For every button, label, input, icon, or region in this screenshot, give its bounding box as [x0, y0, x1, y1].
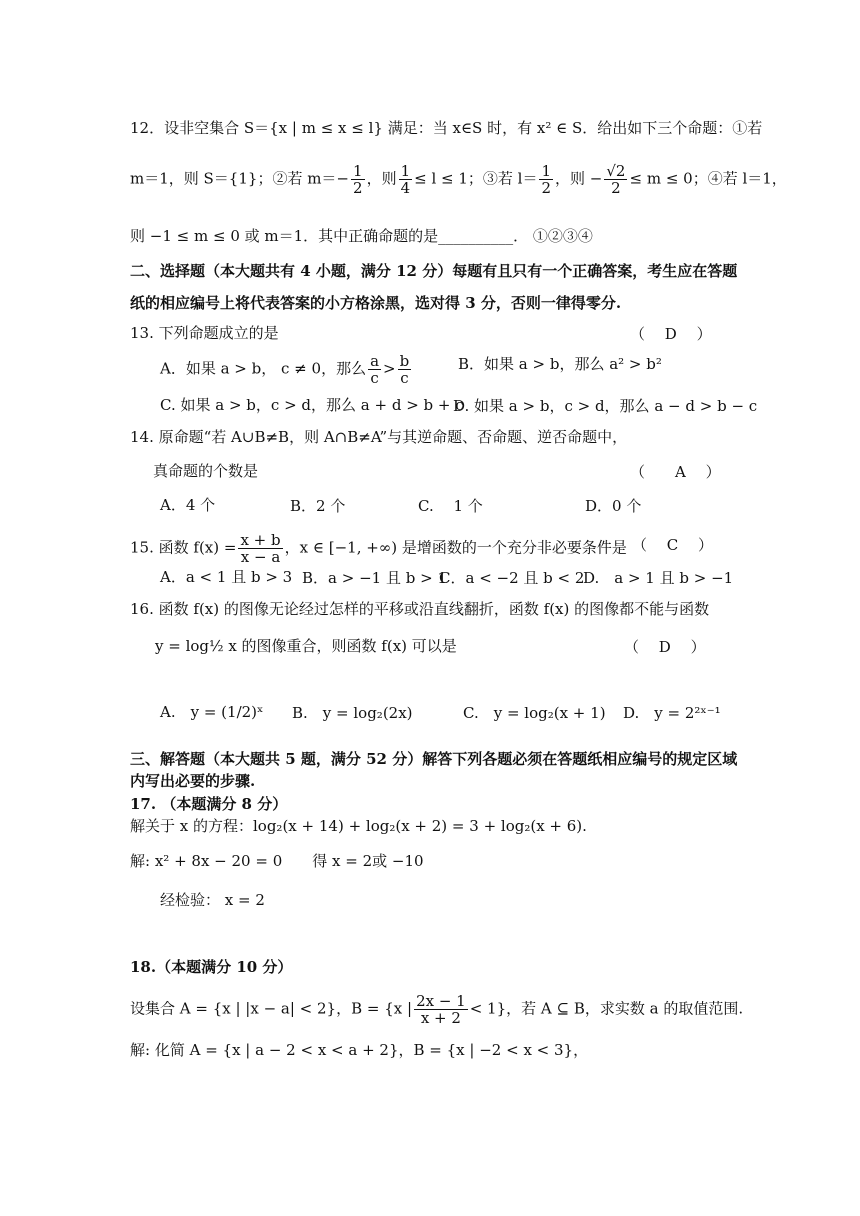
numerator: x + b: [240, 531, 281, 549]
q13-options-ab: [160, 353, 413, 386]
numerator: 1: [400, 162, 411, 180]
q12-text-e: ≤ m ≤ 0；④若 l＝1，: [629, 169, 787, 188]
q15-answer: （ C ）: [632, 536, 714, 554]
q14-option-b: B．2 个: [290, 497, 346, 515]
numerator: √2: [606, 162, 626, 180]
q14-stem: 14. 原命题“若 A∪B≠B，则 A∩B≠A”与其逆命题、否命题、逆否命题中，: [130, 428, 628, 446]
q18-title: 18.（本题满分 10 分）: [130, 958, 293, 976]
denominator: 2: [541, 179, 552, 197]
section3-heading-cont: 内写出必要的步骤.: [130, 772, 256, 790]
q12-text-d: ，则 −: [555, 169, 603, 188]
numerator: a: [370, 352, 380, 370]
q13-option-d: D. 如果 a > b，c > d，那么 a − d > b − c: [453, 397, 758, 415]
fraction: [604, 163, 627, 196]
q12-text: 12．设非空集合 S＝{x | m ≤ x ≤ l} 满足：当 x∈S 时，有 x² ∈ S．给出如下三个命题：①若: [130, 119, 763, 137]
q16-answer: （ D ）: [624, 638, 706, 656]
q17-solution-1: 解: x² + 8x − 20 = 0 得 x = 2或 −10: [130, 852, 424, 870]
q12-text-b: ，则: [366, 169, 397, 188]
denominator: c: [400, 369, 409, 387]
q14-option-a: A．4 个: [160, 496, 216, 514]
q16-stem: 16. 函数 f(x) 的图像无论经过怎样的平移或沿直线翻折，函数 f(x) 的图像都不能与函数: [130, 600, 710, 618]
q12-line2: [130, 163, 787, 196]
fraction: [238, 532, 282, 565]
q13-text: 13. 下列命题成立的是: [130, 324, 279, 342]
q15-option-b: B．a > −1 且 b > 1: [302, 569, 447, 587]
denominator: 2: [353, 179, 363, 197]
q12-text: 则 −1 ≤ m ≤ 0 或 m＝1．其中正确命题的是__________． ①②③④: [130, 227, 593, 245]
q18-stem: [130, 993, 743, 1026]
denominator: c: [370, 369, 379, 387]
q16-stem-cont: y = log½ x 的图像重合，则函数 f(x) 可以是: [155, 637, 457, 655]
q12-text-c: ≤ l ≤ 1；③若 l＝: [414, 169, 538, 188]
denominator: x + 2: [420, 1009, 461, 1027]
q17-stem: 解关于 x 的方程：log₂(x + 14) + log₂(x + 2) = 3 + log₂(x + 6).: [130, 817, 587, 835]
q18-text: < 1}，若 A ⊆ B，求实数 a 的取值范围.: [469, 999, 744, 1018]
q15-option-c: C．a < −2 且 b < 2: [439, 569, 585, 587]
fraction: [414, 993, 468, 1026]
q15-text: ，x ∈ [−1, +∞) 是增函数的一个充分非必要条件是: [284, 538, 627, 557]
section2-text: 二、选择题（本大题共有 4 小题，满分 12 分）每题有且只有一个正确答案，考生应在答题: [130, 262, 738, 280]
q12-text-a: m＝1，则 S＝{1}；②若 m＝−: [130, 169, 350, 188]
numerator: 2x − 1: [416, 992, 466, 1010]
q13-option-a: A．如果 a > b， c ≠ 0，那么: [160, 359, 367, 378]
q15-option-d: D. a > 1 且 b > −1: [583, 569, 734, 587]
section3-heading: 三、解答题（本大题共 5 题，满分 52 分）解答下列各题必须在答题纸相应编号的规定区域: [130, 750, 738, 768]
q16-option-d: D. y = 2²ˣ⁻¹: [623, 704, 721, 722]
section2-text: 纸的相应编号上将代表答案的小方格涂黑，选对得 3 分，否则一律得零分.: [130, 294, 622, 312]
q15-text: 15. 函数 f(x) =: [130, 538, 237, 557]
fraction: [368, 353, 381, 386]
q14-stem-cont: 真命题的个数是: [153, 462, 259, 480]
q16-option-c: C. y = log₂(x + 1): [463, 704, 606, 722]
denominator: x − a: [240, 548, 281, 566]
q14-option-c: C. 1 个: [418, 497, 483, 515]
q15-stem: [130, 532, 627, 565]
q16-option-b: B. y = log₂(2x): [292, 704, 413, 722]
q15-option-a: A．a < 1 且 b > 3: [160, 568, 293, 586]
q18-text: 设集合 A = {x | |x − a| < 2}，B = {x |: [130, 999, 413, 1018]
q13-stem: [130, 323, 279, 343]
fraction: [398, 353, 412, 386]
denominator: 2: [611, 179, 621, 197]
q12-line1: [130, 118, 762, 138]
q16-option-a: A. y = (1/2)ˣ: [160, 703, 264, 721]
q13-option-c: C. 如果 a > b，c > d，那么 a + d > b + c: [160, 396, 464, 414]
q18-solution: 解: 化简 A = {x | a − 2 < x < a + 2}，B = {x | −2 < x < 3}，: [130, 1041, 589, 1059]
numerator: 1: [541, 162, 552, 180]
q17-title: 17. （本题满分 8 分）: [130, 795, 288, 813]
q14-answer: （ A ）: [630, 463, 721, 481]
q17-solution-2: 经检验： x = 2: [160, 891, 265, 909]
gt-sign: >: [383, 359, 396, 378]
section2-heading: [130, 261, 737, 281]
q13-option-b: B．如果 a > b，那么 a² > b²: [458, 355, 662, 373]
numerator: 1: [353, 162, 363, 180]
numerator: b: [399, 352, 410, 370]
q13-answer: （ D ）: [630, 325, 712, 343]
q14-option-d: D．0 个: [585, 497, 642, 515]
q12-line3: [130, 226, 593, 246]
fraction: [351, 163, 365, 196]
fraction: [539, 163, 553, 196]
section2-heading-cont: [130, 293, 621, 313]
fraction: [399, 163, 413, 196]
denominator: 4: [400, 179, 411, 197]
